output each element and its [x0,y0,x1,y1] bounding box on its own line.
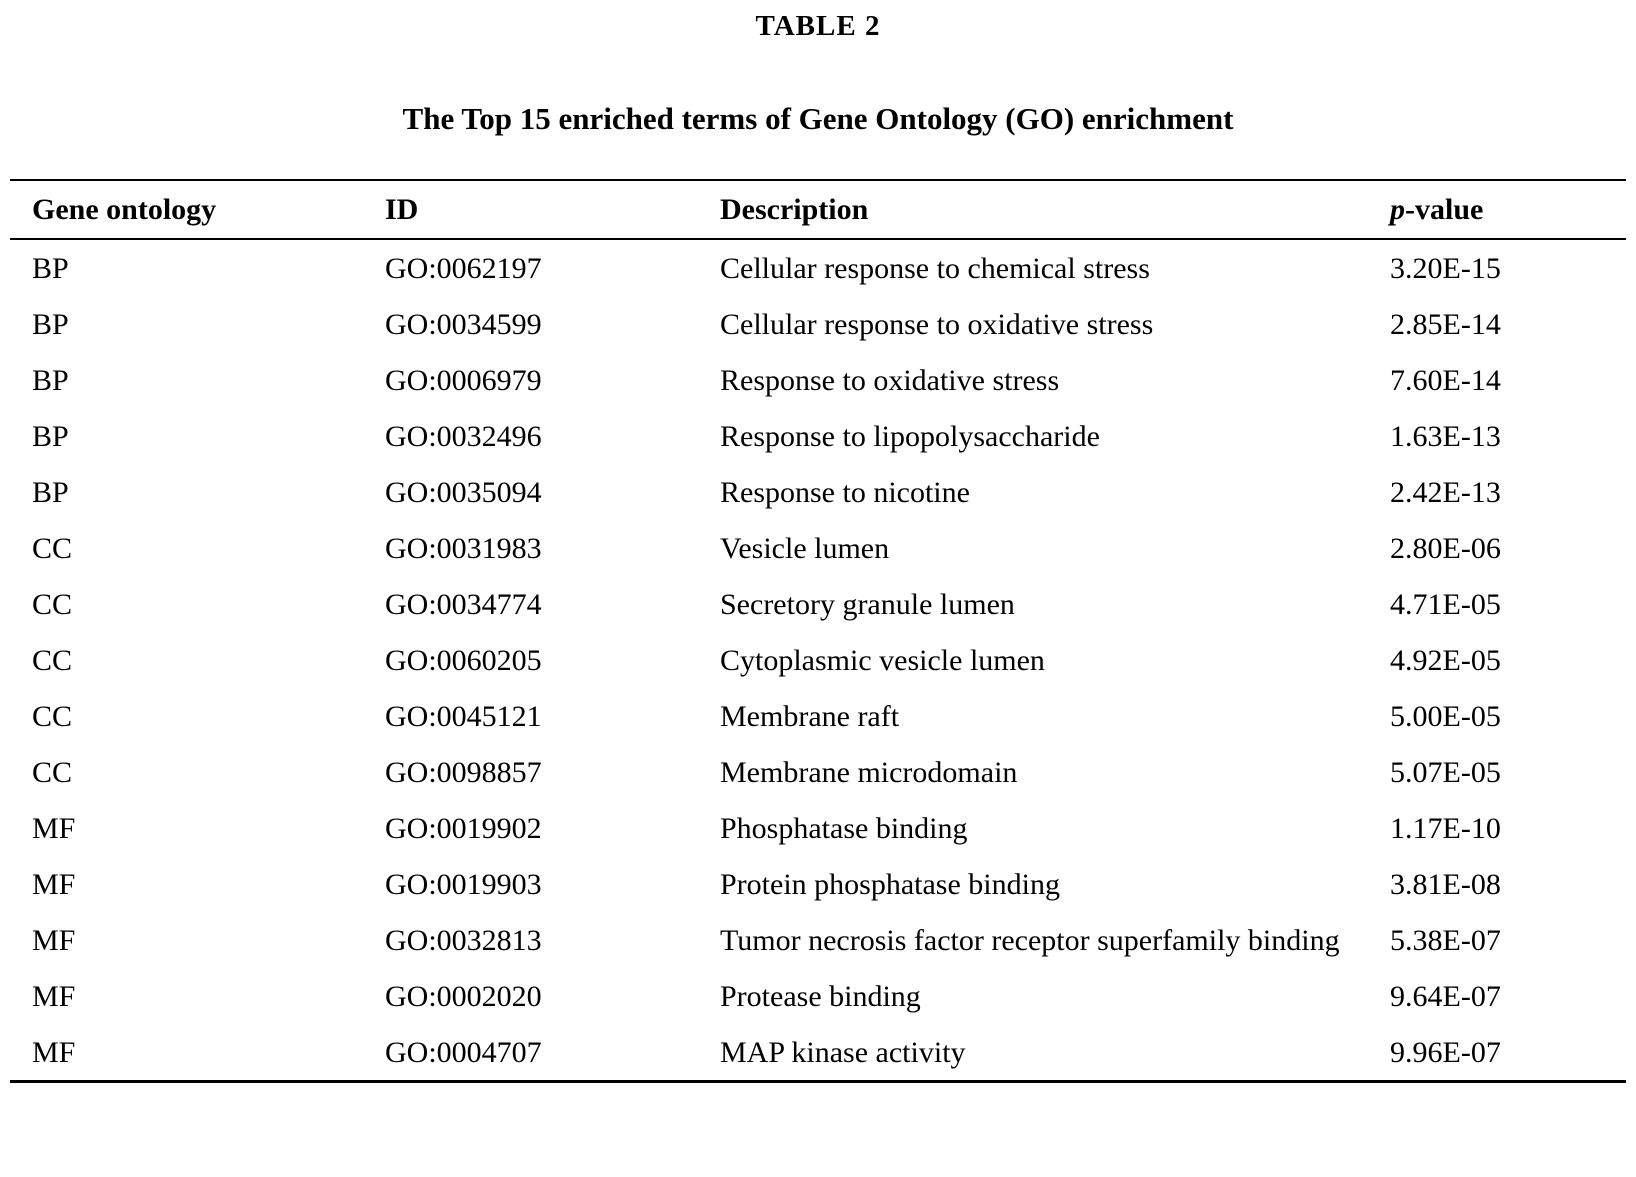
cell-pvalue: 5.38E-07 [1390,924,1501,957]
cell-gene-ontology: BP [32,476,69,509]
cell-pvalue: 9.64E-07 [1390,980,1501,1013]
cell-description: Cellular response to oxidative stress [720,308,1154,341]
table-row [10,968,1626,1024]
cell-gene-ontology: MF [32,924,76,957]
cell-gene-ontology: CC [32,644,73,677]
cell-description: Tumor necrosis factor receptor superfamily binding [720,924,1340,957]
cell-go-id: GO:0034774 [385,588,542,621]
cell-gene-ontology: CC [32,756,73,789]
header-description: Description [720,193,869,226]
table-row [10,800,1626,856]
table-label: TABLE 2 [755,10,881,42]
table-body [10,239,1626,1082]
cell-pvalue: 2.80E-06 [1390,532,1501,565]
cell-gene-ontology: MF [32,1036,76,1069]
cell-go-id: GO:0032496 [385,420,542,453]
cell-description: Cytoplasmic vesicle lumen [720,644,1045,677]
cell-pvalue: 4.92E-05 [1390,644,1501,677]
table-row [10,576,1626,632]
cell-pvalue: 2.85E-14 [1390,308,1501,341]
cell-description: Secretory granule lumen [720,588,1015,621]
go-enrichment-table [10,179,1626,1083]
cell-description: Response to lipopolysaccharide [720,420,1100,453]
cell-go-id: GO:0006979 [385,364,542,397]
cell-pvalue: 5.07E-05 [1390,756,1501,789]
cell-gene-ontology: CC [32,700,73,733]
table-row [10,744,1626,800]
cell-gene-ontology: BP [32,252,69,285]
header-pvalue [1390,180,1626,239]
cell-gene-ontology: BP [32,420,69,453]
table-row [10,856,1626,912]
table-row [10,408,1626,464]
cell-pvalue: 5.00E-05 [1390,700,1501,733]
cell-description: Phosphatase binding [720,812,968,845]
cell-go-id: GO:0045121 [385,700,542,733]
cell-description: MAP kinase activity [720,1036,966,1069]
cell-description: Response to nicotine [720,476,970,509]
cell-go-id: GO:0034599 [385,308,542,341]
cell-description: Response to oxidative stress [720,364,1060,397]
cell-gene-ontology: MF [32,980,76,1013]
table-title: The Top 15 enriched terms of Gene Ontology (GO) enrichment [402,101,1234,136]
cell-pvalue: 9.96E-07 [1390,1036,1501,1069]
cell-pvalue: 2.42E-13 [1390,476,1501,509]
header-gene-ontology: Gene ontology [32,193,217,226]
table-row [10,912,1626,968]
table-row [10,688,1626,744]
cell-gene-ontology: MF [32,868,76,901]
header-id: ID [385,193,419,226]
cell-description: Protein phosphatase binding [720,868,1060,901]
cell-gene-ontology: BP [32,308,69,341]
cell-description: Membrane microdomain [720,756,1018,789]
cell-go-id: GO:0002020 [385,980,542,1013]
cell-pvalue: 7.60E-14 [1390,364,1501,397]
cell-gene-ontology: CC [32,588,73,621]
cell-pvalue: 3.81E-08 [1390,868,1501,901]
cell-go-id: GO:0035094 [385,476,542,509]
table-header-row [10,180,1626,239]
cell-pvalue: 1.63E-13 [1390,420,1501,453]
table-row [10,520,1626,576]
table-row [10,1024,1626,1082]
cell-gene-ontology: BP [32,364,69,397]
table-row [10,296,1626,352]
cell-pvalue: 3.20E-15 [1390,252,1501,285]
cell-go-id: GO:0019903 [385,868,542,901]
cell-go-id: GO:0019902 [385,812,542,845]
cell-gene-ontology: MF [32,812,76,845]
cell-go-id: GO:0060205 [385,644,542,677]
table-row [10,239,1626,296]
cell-go-id: GO:0098857 [385,756,542,789]
cell-go-id: GO:0004707 [385,1036,542,1069]
cell-pvalue: 4.71E-05 [1390,588,1501,621]
table-row [10,632,1626,688]
cell-go-id: GO:0031983 [385,532,542,565]
cell-description: Vesicle lumen [720,532,890,565]
cell-description: Protease binding [720,980,921,1013]
cell-pvalue: 1.17E-10 [1390,812,1501,845]
header-pvalue-italic-p: p [1390,193,1405,226]
cell-description: Membrane raft [720,700,900,733]
header-pvalue-rest: -value [1405,193,1484,226]
cell-go-id: GO:0032813 [385,924,542,957]
table-row [10,352,1626,408]
cell-gene-ontology: CC [32,532,73,565]
cell-go-id: GO:0062197 [385,252,542,285]
cell-description: Cellular response to chemical stress [720,252,1150,285]
table-row [10,464,1626,520]
